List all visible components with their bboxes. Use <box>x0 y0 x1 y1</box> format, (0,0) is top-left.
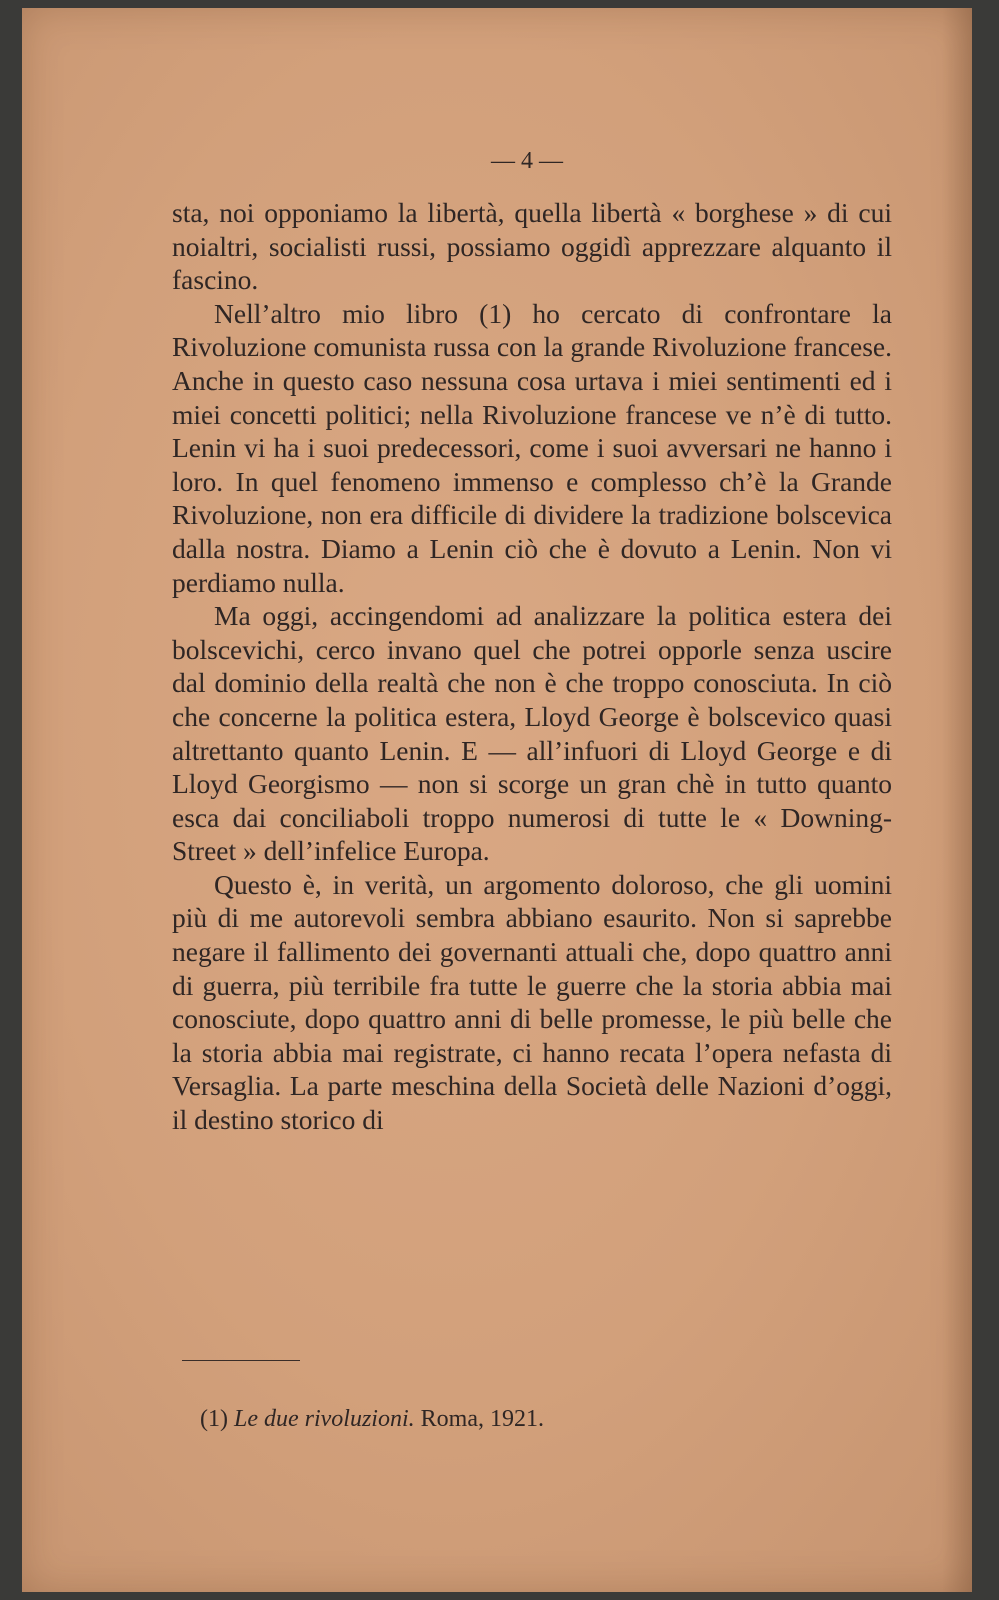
book-page <box>22 8 972 1592</box>
page-number: — 4 — <box>491 148 563 174</box>
footnote <box>200 1406 544 1433</box>
footnote-marker: (1) <box>200 1406 228 1432</box>
paragraph-3: Ma oggi, accingendomi ad analizzare la politica estera dei bolscevichi, cerco invano quel che potrei opporle senza uscire dal dominio della realtà che non è che troppo conosciuta. In ciò che concerne la politica estera, Lloyd George è bolscevico quasi altrettanto quanto Lenin. E — all’infuori di Lloyd George e di Lloyd Georgismo — non si scorge un gran chè in tutto quanto esca dai conciliaboli troppo numerosi di tutte le « Downing-Street » dell’infelice Europa. <box>172 600 892 867</box>
footnote-book-title: Le due rivoluzioni. <box>233 1406 415 1432</box>
footnote-publication: Roma, 1921. <box>420 1406 544 1432</box>
body-text <box>172 196 892 1137</box>
paragraph-2: Nell’altro mio libro (1) ho cercato di confrontare la Rivoluzione comunista russa con la grande Rivoluzione francese. Anche in questo caso nessuna cosa urtava i miei sentimenti ed i miei concetti politici; nella Rivoluzione francese ve n’è di tutto. Lenin vi ha i suoi predecessori, come i suoi avversari ne hanno i loro. In quel fenomeno immenso e complesso ch’è la Grande Rivoluzione, non era difficile di dividere la tradizione bolscevica dalla nostra. Diamo a Lenin ciò che è dovuto a Lenin. Non vi perdiamo nulla. <box>172 297 892 598</box>
paragraph-4: Questo è, in verità, un argomento doloroso, che gli uomini più di me autorevoli sembra abbiano esaurito. Non si saprebbe negare il fallimento dei governanti attuali che, dopo quattro anni di guerra, più terribile fra tutte le guerre che la storia abbia mai conosciute, dopo quattro anni di belle promesse, le più belle che la storia abbia mai registrate, ci hanno recata l’opera nefasta di Versaglia. La parte meschina della Società delle Nazioni d’oggi, il destino storico di <box>172 868 892 1136</box>
paragraph-1: sta, noi opponiamo la libertà, quella libertà « borghese » di cui noialtri, socialisti russi, possiamo oggidì apprezzare alquanto il fascino. <box>172 197 892 296</box>
footnote-separator <box>182 1360 300 1361</box>
page-edge-shadow <box>942 8 972 1592</box>
